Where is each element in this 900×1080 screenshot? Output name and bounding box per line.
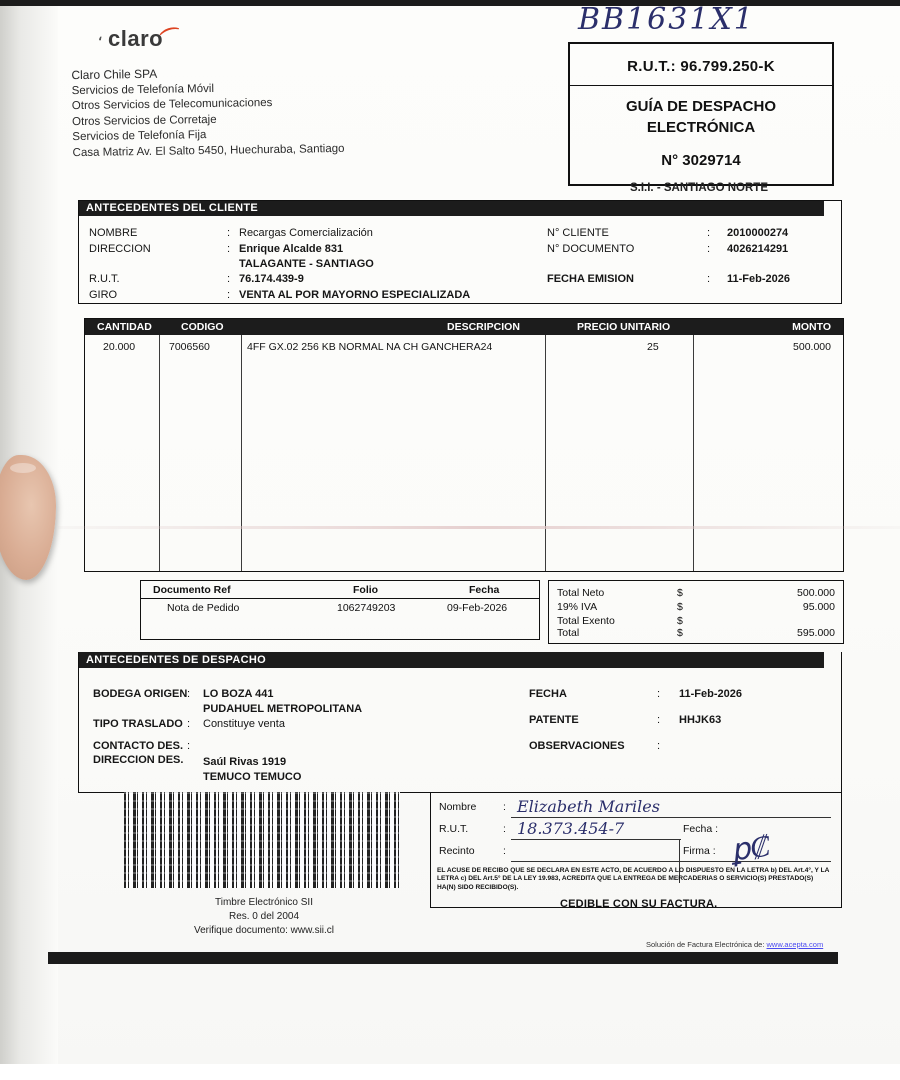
client-box <box>78 200 842 304</box>
total-symbol-0: $ <box>677 587 683 599</box>
label-nombre: NOMBRE <box>89 227 138 239</box>
scan-bar-bottom <box>48 952 838 964</box>
document-identity-box <box>568 42 834 186</box>
reference-header <box>141 581 539 599</box>
label-n-documento: N° DOCUMENTO <box>547 243 635 255</box>
document-title-line1: GUÍA DE DESPACHO <box>625 98 776 115</box>
header-codigo: CODIGO <box>181 321 224 333</box>
acuse-recibo-box <box>430 792 842 908</box>
label-direccion-des: DIRECCION DES. <box>93 754 184 766</box>
logo-tick-icon: ، <box>98 28 103 43</box>
header-descripcion: DESCRIPCION <box>447 321 520 333</box>
ref-header-folio: Folio <box>353 584 379 596</box>
header-precio: PRECIO UNITARIO <box>577 321 671 333</box>
sii-barcode <box>124 792 400 888</box>
colon-15: : <box>503 823 506 835</box>
company-block <box>71 64 344 161</box>
colon-4: : <box>227 289 231 301</box>
value-direccion-1: Enrique Alcalde 831 <box>239 243 344 255</box>
col-divider-3 <box>545 335 546 571</box>
cell-precio: 25 <box>647 341 659 353</box>
value-fecha-emision: 11-Feb-2026 <box>727 273 790 285</box>
ref-value-folio: 1062749203 <box>337 602 396 614</box>
total-label-1: 19% IVA <box>557 601 598 613</box>
reference-table <box>140 580 540 640</box>
scan-bar-edge <box>0 1064 900 1080</box>
value-bodega-1: LO BOZA 441 <box>203 688 274 700</box>
stamp-line-2: Res. 0 del 2004 <box>228 911 300 922</box>
acuse-label-fecha: Fecha : <box>683 823 719 835</box>
col-divider-2 <box>241 335 242 571</box>
footer-text: Solución de Factura Electrónica de: <box>646 940 765 949</box>
company-name: Claro Chile SPA <box>71 66 158 83</box>
col-divider-4 <box>693 335 694 571</box>
label-observaciones: OBSERVACIONES <box>529 740 625 752</box>
value-direccion-2: TALAGANTE - SANTIAGO <box>239 258 374 270</box>
acuse-handwritten-name: Elizabeth Mariles <box>517 797 660 816</box>
value-tipo-traslado: Constituye venta <box>203 718 285 730</box>
items-table <box>84 318 844 572</box>
label-patente: PATENTE <box>529 714 579 726</box>
header-cantidad: CANTIDAD <box>97 321 152 333</box>
acuse-label-rut: R.U.T. <box>439 823 469 835</box>
total-label-2: Total Exento <box>557 615 615 627</box>
label-n-cliente: N° CLIENTE <box>547 227 609 239</box>
value-direccion-2: TEMUCO TEMUCO <box>203 771 302 783</box>
acuse-rule-1 <box>511 817 831 818</box>
handwritten-top-code: BB1631X1 <box>578 2 755 37</box>
company-line-5: Casa Matriz Av. El Salto 5450, Huechuraba, Santiago <box>72 142 345 159</box>
label-giro: GIRO <box>89 289 118 301</box>
colon-1: : <box>227 227 231 239</box>
acuse-handwritten-rut: 18.373.454-7 <box>517 819 625 838</box>
colon-9: : <box>187 718 191 730</box>
divider <box>570 85 832 86</box>
colon-7: : <box>707 273 711 285</box>
colon-12: : <box>657 714 661 726</box>
cedible-note: CEDIBLE CON SU FACTURA. <box>560 898 718 910</box>
company-line-2: Otros Servicios de Telecomunicaciones <box>71 96 273 113</box>
footer-provider <box>646 940 823 949</box>
sii-office: S.I.I. - SANTIAGO NORTE <box>629 182 768 194</box>
value-patente: HHJK63 <box>679 714 722 726</box>
total-value-1: 95.000 <box>802 601 835 613</box>
label-tipo-traslado: TIPO TRASLADO <box>93 718 183 730</box>
totals-box <box>548 580 844 644</box>
dispatch-box <box>78 652 842 793</box>
acuse-signature: ꝑ₡ <box>728 828 773 869</box>
colon-11: : <box>657 688 661 700</box>
total-symbol-3: $ <box>677 627 683 639</box>
ref-header-fecha: Fecha <box>469 584 500 596</box>
colon-6: : <box>707 243 711 255</box>
paper-crease <box>58 526 900 529</box>
value-bodega-2: PUDAHUEL METROPOLITANA <box>203 703 363 715</box>
total-label-3: Total <box>557 627 580 639</box>
ref-header-documento: Documento Ref <box>153 584 231 596</box>
value-n-documento: 4026214291 <box>727 243 789 255</box>
colon-8: : <box>187 688 191 700</box>
stamp-line-3: Verifique documento: www.sii.cl <box>193 925 335 936</box>
value-fecha-despacho: 11-Feb-2026 <box>679 688 742 700</box>
logo-swoosh-icon: ⌒ <box>158 25 185 53</box>
total-symbol-2: $ <box>677 615 683 627</box>
total-value-3: 595.000 <box>797 627 835 639</box>
dispatch-section-title: ANTECEDENTES DE DESPACHO <box>78 652 824 668</box>
ref-value-fecha: 09-Feb-2026 <box>447 602 508 614</box>
cell-codigo: 7006560 <box>169 341 210 353</box>
col-divider-1 <box>159 335 160 571</box>
acuse-legal-text: EL ACUSE DE RECIBO QUE SE DECLARA EN ESTE ACTO, DE ACUERDO A LO DISPUESTO EN LA LETRA b) DEL Art.4°, Y LA LETRA c) DEL Art.5° DE LA LEY 19.983, ACREDITA QUE LA ENTREGA DE MERCADERIAS O SERVICIO(S) PRESTADO(S) HA(N) SIDO RECIBIDO(S). <box>437 867 830 891</box>
colon-16: : <box>503 845 506 857</box>
colon-2: : <box>227 243 231 255</box>
acuse-label-recinto: Recinto <box>439 845 475 857</box>
acuse-rule-3 <box>511 861 831 862</box>
cell-cantidad: 20.000 <box>103 341 136 353</box>
acuse-label-nombre: Nombre <box>439 801 477 813</box>
cell-monto: 500.000 <box>793 341 831 353</box>
footer-url: www.acepta.com <box>766 940 824 949</box>
company-line-4: Servicios de Telefonía Fija <box>72 129 207 144</box>
colon-13: : <box>657 740 661 752</box>
acuse-label-firma: Firma : <box>683 845 716 857</box>
label-contacto: CONTACTO DES. <box>93 740 184 752</box>
label-bodega: BODEGA ORIGEN <box>93 688 188 700</box>
ref-value-documento: Nota de Pedido <box>167 602 240 614</box>
label-rut: R.U.T. <box>89 273 120 285</box>
colon-5: : <box>707 227 711 239</box>
stamp-line-1: Timbre Electrónico SII <box>215 897 313 908</box>
value-giro: VENTA AL POR MAYORNO ESPECIALIZADA <box>239 289 471 301</box>
client-section-title: ANTECEDENTES DEL CLIENTE <box>78 200 824 216</box>
logo-text: claro <box>108 26 164 51</box>
company-line-3: Otros Servicios de Corretaje <box>72 113 217 128</box>
value-nombre: Recargas Comercialización <box>239 227 373 239</box>
total-symbol-1: $ <box>677 601 683 613</box>
label-fecha-despacho: FECHA <box>529 688 567 700</box>
items-table-header <box>85 319 843 335</box>
colon-10: : <box>187 740 191 752</box>
label-direccion: DIRECCION <box>89 243 151 255</box>
company-line-1: Servicios de Telefonía Móvil <box>71 82 215 97</box>
value-rut: 76.174.439-9 <box>239 273 304 285</box>
total-label-0: Total Neto <box>557 587 605 599</box>
stamp-caption <box>124 896 404 938</box>
document-number: N° 3029714 <box>661 152 741 169</box>
total-value-0: 500.000 <box>797 587 835 599</box>
header-monto: MONTO <box>792 321 831 333</box>
label-fecha-emision: FECHA EMISION <box>547 273 634 285</box>
claro-logo <box>98 25 185 53</box>
value-direccion-1: Saúl Rivas 1919 <box>203 756 287 768</box>
issuer-rut: R.U.T.: 96.799.250-K <box>627 58 775 75</box>
value-n-cliente: 2010000274 <box>727 227 789 239</box>
colon-3: : <box>227 273 231 285</box>
acuse-rule-2 <box>511 839 681 840</box>
document-title-line2: ELECTRÓNICA <box>646 119 756 136</box>
colon-14: : <box>503 801 506 813</box>
cell-descripcion: 4FF GX.02 256 KB NORMAL NA CH GANCHERA24 <box>247 341 493 353</box>
scan-bar-top <box>0 0 900 6</box>
